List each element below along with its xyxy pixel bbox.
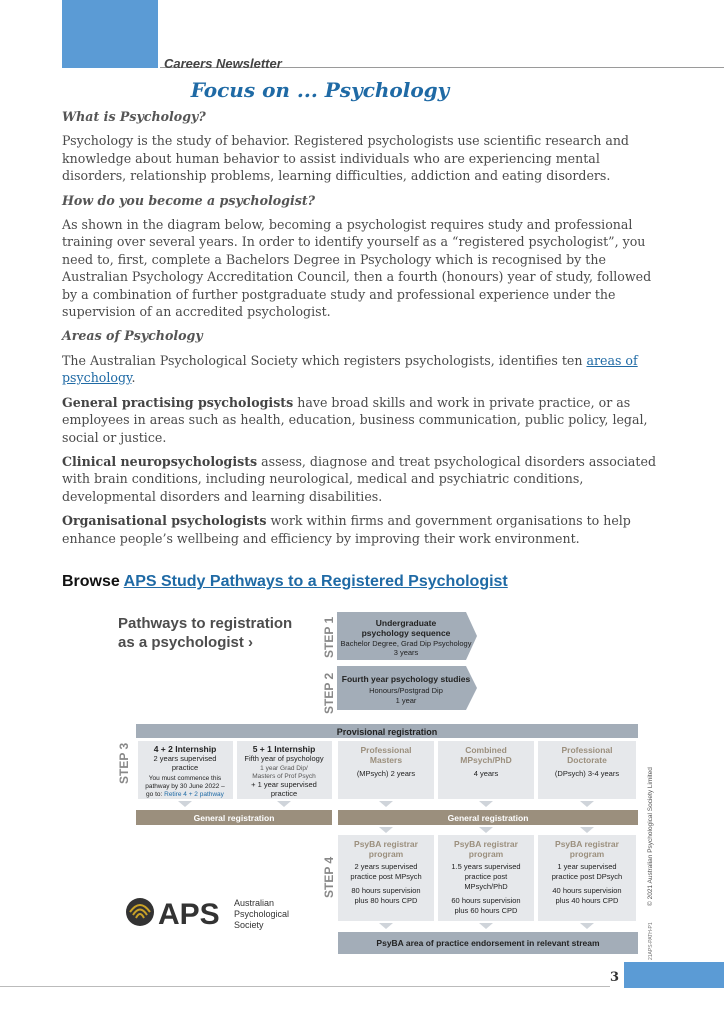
diagram-title-line2: as a psychologist › — [118, 634, 254, 651]
b5-title1: Professional — [561, 745, 613, 755]
arrow-down — [580, 801, 594, 807]
aps-logo — [126, 898, 289, 931]
org-term: Organisational psychologists — [62, 513, 267, 529]
areas-end: . — [131, 370, 136, 386]
areas-paragraph — [62, 352, 667, 387]
r1-title2: program — [368, 849, 404, 859]
b1-title: 4 + 2 Internship — [153, 744, 217, 754]
b2-line4: + 1 year supervised — [251, 780, 317, 789]
gp-term: General practising psychologists — [62, 394, 294, 410]
arrow-down — [479, 827, 493, 833]
step1-title2: psychology sequence — [361, 628, 451, 638]
step4-label: STEP 4 — [322, 856, 336, 898]
pathways-diagram — [116, 606, 656, 966]
clinical-neuro-paragraph — [62, 453, 667, 505]
arrow-down — [379, 827, 393, 833]
r3-line1: 1 year supervised — [557, 862, 617, 871]
step2-sub: Honours/Postgrad Dip — [369, 686, 443, 695]
step1-sub: Bachelor Degree, Grad Dip Psychology — [340, 639, 472, 648]
b2-line2: 1 year Grad Dip/ — [260, 765, 308, 772]
org-text: work within firms and government organisations to help enhance people’s wellbeing and efficiency by improving their work environment. — [62, 513, 631, 546]
cn-term: Clinical neuropsychologists — [62, 453, 258, 469]
provisional-label: Provisional registration — [336, 727, 438, 737]
areas-of-psychology-link[interactable]: areas of psychology — [62, 352, 638, 386]
b2-line5: practice — [270, 789, 298, 798]
gp-text: have broad skills and work in private practice, or as employees in areas such as health, education, business communication, public policy, legal, social or justice. — [62, 394, 648, 445]
arrow-down — [479, 923, 493, 929]
b1-line3: You must commence this — [148, 775, 222, 782]
page-title: Focus on ... Psychology — [190, 78, 450, 102]
what-heading: What is Psychology? — [62, 109, 206, 124]
r3-line4: plus 40 hours CPD — [555, 896, 619, 905]
copyright-text: © 2021 Australian Psychological Society Limited — [647, 767, 654, 906]
r2-line3: MPsych/PhD — [464, 882, 508, 891]
step1-title1: Undergraduate — [375, 618, 437, 628]
article-body — [62, 108, 667, 554]
arrow-down — [580, 923, 594, 929]
b4-title1: Combined — [465, 745, 507, 755]
r2-line5: plus 60 hours CPD — [454, 906, 518, 915]
r3-line3: 40 hours supervision — [552, 886, 622, 895]
aps-name-line2: Psychological — [234, 909, 290, 919]
footer-rule — [0, 986, 610, 987]
b5-line1: (DPsych) 3-4 years — [554, 769, 620, 778]
r1-line1: 2 years supervised — [354, 862, 418, 871]
diagram-title-line1: Pathways to registration — [118, 615, 293, 632]
step1-label: STEP 1 — [322, 616, 336, 658]
header-color-block — [62, 0, 158, 68]
r2-line2: practice post — [464, 872, 508, 881]
b4-line1: 4 years — [473, 769, 499, 778]
aps-study-pathways-link[interactable]: APS Study Pathways to a Registered Psychologist — [123, 573, 508, 590]
r1-line4: plus 80 hours CPD — [354, 896, 418, 905]
arrow-down — [178, 801, 192, 807]
aps-logo-text: APS — [158, 898, 220, 931]
arrow-down — [580, 827, 594, 833]
b3-title1: Professional — [360, 745, 412, 755]
general-label-right: General registration — [447, 813, 529, 823]
aps-name-line3: Society — [234, 920, 264, 930]
how-paragraph: As shown in the diagram below, becoming a psychologist requires study and professional training over several years. In order to identify yourself as a “registered psychologist”, you need to, first, complete a Bachelors Degree in Psychology which is recognised by the Australian Psychology Accreditation Council, then a fourth (honours) year of study, followed by a combination of further postgraduate study and professional experience under the supervision of an accredited psychologist. — [62, 217, 652, 320]
r3-title2: program — [569, 849, 605, 859]
arrow-down — [379, 923, 393, 929]
browse-line — [62, 573, 508, 591]
b1-line1: 2 years supervised — [153, 754, 217, 763]
step2-label: STEP 2 — [322, 672, 336, 714]
r2-title2: program — [468, 849, 504, 859]
b4-title2: MPsych/PhD — [460, 755, 512, 765]
what-paragraph: Psychology is the study of behavior. Registered psychologists use scientific research and knowledge about human behavior to assist individuals who are experiencing mental disorders, relationship problems, learning difficulties, addiction and eating disorders. — [62, 133, 629, 184]
areas-text: The Australian Psychological Society which registers psychologists, identifies ten — [62, 352, 583, 368]
footer-color-block — [624, 962, 724, 988]
retire-42-link[interactable]: Retire 4 + 2 pathway — [164, 791, 224, 798]
b1-goto: go to: — [146, 791, 165, 798]
browse-prefix: Browse — [62, 573, 124, 590]
r3-line2: practice post DPsych — [551, 872, 623, 881]
cn-text: assess, diagnose and treat psychological disorders associated with brain conditions, including neurological, medical and psychiatric conditions, developmental disorders and learning disabilities. — [62, 453, 657, 504]
organisational-paragraph — [62, 512, 667, 547]
arrow-down — [479, 801, 493, 807]
general-practising-paragraph — [62, 394, 667, 446]
step1-years: 3 years — [393, 648, 419, 657]
b3-line1: (MPsych) 2 years — [356, 769, 416, 778]
b2-line1: Fifth year of psychology — [244, 754, 324, 763]
b1-line2: practice — [171, 763, 199, 772]
r2-line1: 1.5 years supervised — [451, 862, 521, 871]
b1-line5 — [146, 791, 225, 798]
r2-title1: PsyBA registrar — [454, 839, 518, 849]
code-text: 21APS-PATH-P1 — [648, 922, 654, 960]
r1-line3: 80 hours supervision — [351, 886, 421, 895]
r1-line2: practice post MPsych — [350, 872, 422, 881]
b5-title2: Doctorate — [567, 755, 607, 765]
how-heading: How do you become a psychologist? — [62, 192, 316, 208]
r1-title1: PsyBA registrar — [354, 839, 418, 849]
step2-years: 1 year — [395, 696, 417, 705]
step2-title: Fourth year psychology studies — [341, 674, 471, 684]
arrow-down — [277, 801, 291, 807]
b2-title: 5 + 1 Internship — [252, 744, 316, 754]
page-number: 3 — [610, 970, 620, 985]
general-label-left: General registration — [193, 813, 275, 823]
aps-name-line1: Australian — [234, 898, 275, 908]
step3-label: STEP 3 — [117, 742, 131, 784]
arrow-down — [379, 801, 393, 807]
r3-title1: PsyBA registrar — [555, 839, 619, 849]
b1-line4: pathway by 30 June 2022 – — [145, 783, 225, 790]
b2-line3: Masters of Prof Psych — [252, 773, 316, 780]
b3-title2: Masters — [369, 755, 403, 765]
areas-heading: Areas of Psychology — [62, 328, 203, 344]
endorsement-label: PsyBA area of practice endorsement in relevant stream — [376, 938, 600, 948]
newsletter-label: Careers Newsletter — [164, 56, 282, 71]
r2-line4: 60 hours supervision — [451, 896, 521, 905]
